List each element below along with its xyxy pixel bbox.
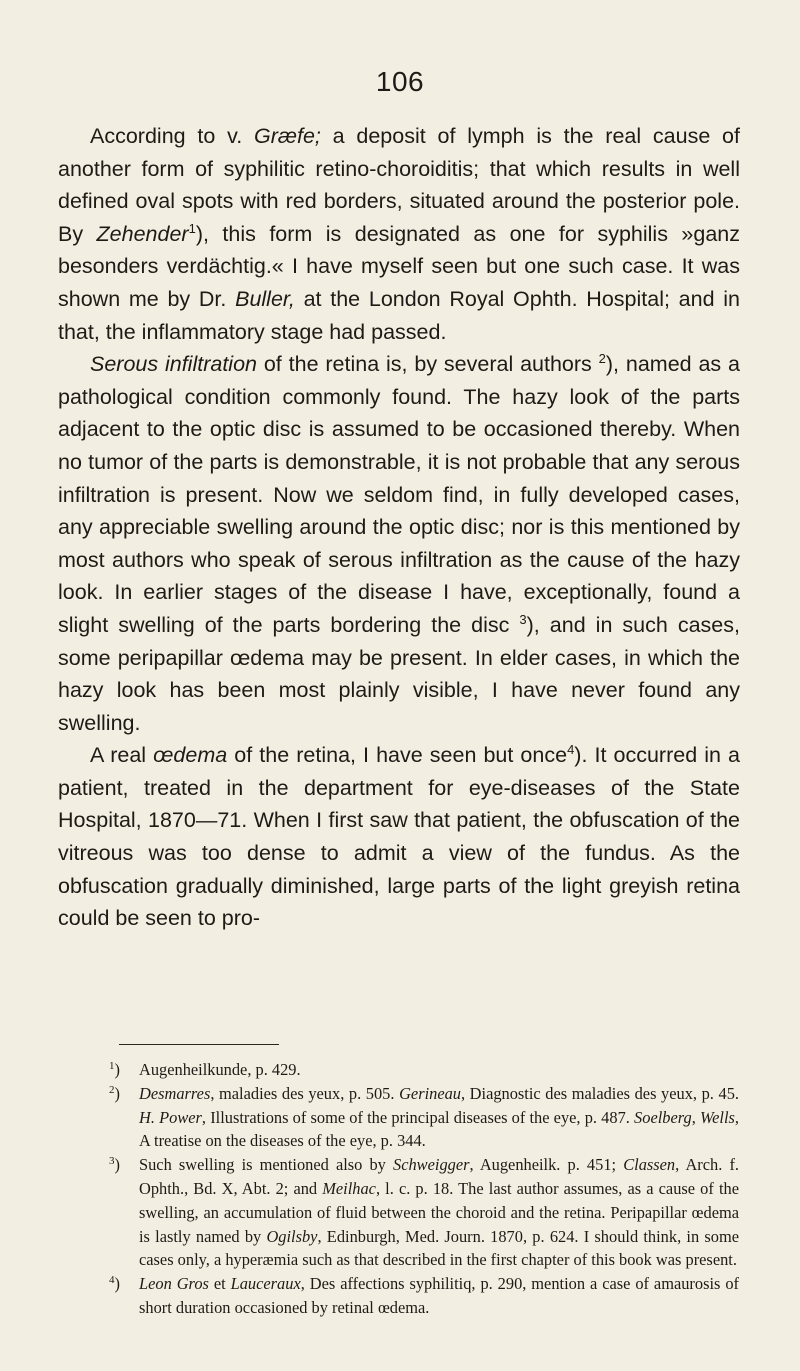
- footnote-number: 4: [109, 1274, 115, 1287]
- text-run: ), named as a pathological condition commonly found. The hazy look of the parts adjacent to the optic disc is assumed to be occasioned thereby. When no tumor of the parts is demonstrable, it is not probable that any serous infiltration is present. Now we seldom find, in fully developed cases, any appreciable swelling around the optic disc; nor is this mentioned by most authors who speak of serous infiltration as the cause of the hazy look. In earlier stages of the disease I have, exceptionally, found a slight swelling of the parts bordering the disc: [58, 352, 740, 637]
- footnote-number: 3: [109, 1155, 115, 1168]
- text-run: Such swelling is mentioned also by: [139, 1155, 394, 1175]
- text-run: A real: [90, 743, 154, 768]
- paragraph: [58, 120, 740, 348]
- text-run: et: [208, 1274, 231, 1294]
- italic-text: H. Power: [139, 1107, 202, 1127]
- footnote-ref: 2: [598, 351, 606, 367]
- paragraph: [58, 348, 740, 739]
- italic-text: Zehender: [96, 221, 189, 246]
- text-run: of the retina is, by several authors: [257, 352, 599, 377]
- footnotes: [109, 1058, 740, 1320]
- footnote-marker: $^2$): [109, 1083, 120, 1103]
- footnote-ref: 3: [519, 611, 527, 627]
- text-run: ). It occurred in a patient, treated in the department for eye-diseases of the State Hospital, 1870—71. When I first saw that patient, the obfuscation of the vitreous was too dense to admit a view of the fundus. As the obfuscation gradually diminished, large parts of the light greyish retina could be seen to pro-: [58, 743, 740, 931]
- text-run: , maladies des yeux, p. 505.: [210, 1083, 400, 1103]
- italic-text: Wells: [699, 1107, 735, 1127]
- text-run: , l. c. p. 18. The last author assumes, as a cause of the swelling, an accumulation of fluid between the choroid and the retina. Peripapillar œdema is lastly named by: [139, 1178, 739, 1246]
- text-run: of the retina, I have seen but once: [227, 743, 568, 768]
- footnote-ref: 1: [188, 220, 196, 236]
- text-run: at the London Royal Ophth. Hospital; and in that, the inflammatory stage had passed.: [58, 286, 740, 344]
- italic-text: Græfe;: [253, 124, 321, 148]
- italic-text: Desmarres: [139, 1083, 211, 1103]
- footnote-number: 1: [109, 1060, 115, 1072]
- italic-text: Lauceraux: [230, 1274, 301, 1294]
- text-run: Augenheilkunde, p. 429.: [139, 1060, 301, 1079]
- text-run: , A treatise on the diseases of the eye, p. 344.: [139, 1107, 740, 1151]
- footnote: [109, 1082, 740, 1153]
- italic-text: Soelberg: [634, 1107, 692, 1127]
- text-run: , Arch. f. Ophth., Bd. X, Abt. 2; and: [139, 1155, 740, 1198]
- text-run: , Augenheilk. p. 451;: [469, 1155, 624, 1175]
- text-run: , Diagnostic des maladies des yeux, p. 45.: [460, 1083, 739, 1103]
- text-run: According to v.: [90, 124, 254, 148]
- text-run: a deposit of lymph is the real cause of another form of syphilitic retino-choroiditis; that which results in well defined oval spots with red borders, situated around the posterior pole. By: [58, 124, 740, 246]
- page-number: 106: [375, 66, 425, 97]
- italic-text: Schweigger: [393, 1155, 470, 1175]
- text-run: , Illustrations of some of the principal diseases of the eye, p. 487.: [201, 1107, 635, 1127]
- body-text: [58, 120, 740, 935]
- footnote-marker: $^3$): [109, 1155, 120, 1175]
- footnote-divider: [119, 1044, 279, 1045]
- text-run: ), this form is designated as one for syphilis »ganz besonders verdächtig.« I have myself seen but one such case. It was shown me by Dr.: [58, 221, 740, 311]
- footnote-marker: $^1$): [109, 1060, 120, 1079]
- italic-text: Classen: [623, 1155, 676, 1175]
- text-run: , Des affections syphilitiq, p. 290, mention a case of amaurosis of short duration occasioned by retinal œdema.: [139, 1274, 739, 1317]
- text-run: , Edinburgh, Med. Journ. 1870, p. 624. I should think, in some cases only, a hyperæmia such as that described in the first chapter of this book was present.: [139, 1226, 739, 1270]
- text-run: ,: [691, 1107, 700, 1127]
- footnote-ref: 4: [567, 742, 575, 758]
- italic-text: Gerineau: [399, 1083, 461, 1103]
- italic-text: Buller,: [235, 286, 295, 311]
- italic-text: Ogilsby: [266, 1226, 318, 1246]
- footnote: [109, 1153, 740, 1272]
- text-run: ), and in such cases, some peripapillar œdema may be present. In elder cases, in which the hazy look has been most plainly visible, I have never found any swelling.: [58, 612, 740, 735]
- footnote: [109, 1272, 739, 1320]
- italic-text: Meilhac: [322, 1178, 376, 1198]
- footnote: [109, 1058, 739, 1082]
- italic-text: œdema: [153, 743, 228, 768]
- italic-text: Leon Gros: [139, 1274, 209, 1294]
- paragraph: [58, 739, 740, 935]
- footnote-number: 2: [109, 1083, 115, 1096]
- footnote-marker: $^4$): [109, 1274, 120, 1294]
- italic-text: Serous infiltration: [90, 352, 257, 377]
